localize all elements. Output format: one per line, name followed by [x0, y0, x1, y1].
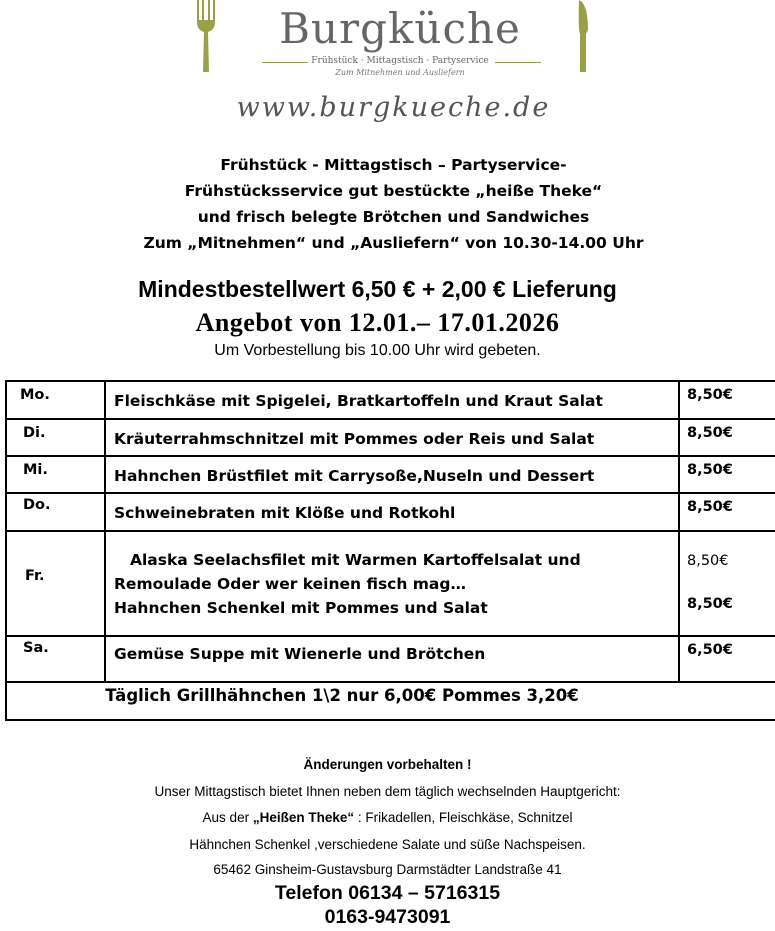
dish-text: Schweinebraten mit Klöße und Rotkohl — [114, 504, 456, 522]
table-row — [7, 532, 775, 637]
price: 6,50€ — [687, 642, 733, 658]
price: 8,50€ — [687, 499, 733, 515]
dish-cell — [104, 637, 680, 681]
dish-cell — [104, 494, 680, 530]
intro-line: Frühstück - Mittagstisch – Partyservice- — [220, 156, 567, 174]
dish-text: Kräuterrahmschnitzel mit Pommes oder Reis und Salat — [114, 430, 595, 448]
price: 8,50€ — [687, 425, 733, 441]
footer-line: Hähnchen Schenkel ,verschiedene Salate und süße Nachspeisen. — [189, 837, 586, 852]
day-label: Fr. — [25, 568, 45, 584]
minimum-order: Mindestbestellwert 6,50 € + 2,00 € Lieferung — [138, 276, 617, 302]
dish-text: Remoulade Oder wer keinen fisch mag… — [114, 575, 466, 593]
dish-cell — [104, 382, 680, 418]
fork-icon — [195, 0, 217, 72]
footer-line-rest: : Frikadellen, Fleischkäse, Schnitzel — [354, 810, 573, 825]
day-label: Mo. — [20, 387, 50, 403]
phone-number[interactable]: Telefon 06134 – 5716315 — [274, 882, 501, 904]
brand-name: Burgküche — [279, 4, 521, 53]
brand-tagline: Frühstück · Mittagstisch · Partyservice — [311, 56, 489, 66]
day-label: Di. — [23, 425, 46, 441]
knife-icon — [576, 0, 590, 72]
table-row — [7, 637, 775, 683]
price: 8,50€ — [687, 462, 733, 478]
day-label: Mi. — [23, 462, 48, 478]
brand-tagline-2: Zum Mitnehmen und Ausliefern — [335, 68, 465, 77]
table-row — [7, 494, 775, 532]
dish-text: Gemüse Suppe mit Wienerle und Brötchen — [114, 645, 486, 663]
day-label: Sa. — [23, 640, 49, 656]
website-url[interactable]: www.burgkueche.de — [236, 92, 551, 123]
changes-note: Änderungen vorbehalten ! — [303, 757, 472, 772]
intro-line: und frisch belegte Brötchen und Sandwiches — [197, 208, 590, 226]
price: 8,50€ — [687, 596, 733, 612]
footer-hot-counter: „Heißen Theke“ — [252, 810, 355, 825]
intro-line: Frühstücksservice gut bestückte „heiße Theke“ — [184, 182, 603, 200]
dish-text: Alaska Seelachsfilet mit Warmen Kartoffelsalat und — [130, 551, 581, 569]
daily-special: Täglich Grillhähnchen 1\2 nur 6,00€ Pommes 3,20€ — [105, 686, 579, 705]
table-row — [7, 382, 775, 420]
footer-line-prefix: Aus der — [202, 810, 253, 825]
offer-period: Angebot von 12.01.– 17.01.2026 — [195, 308, 560, 337]
address: 65462 Ginsheim-Gustavsburg Darmstädter Landstraße 41 — [213, 862, 562, 877]
dish-cell — [104, 532, 680, 635]
footer-line: Unser Mittagstisch bietet Ihnen neben dem täglich wechselnden Hauptgericht: — [154, 784, 621, 799]
logo — [0, 0, 775, 100]
intro-line: Zum „Mitnehmen“ und „Ausliefern“ von 10.30-14.00 Uhr — [143, 234, 644, 252]
dish-cell — [104, 420, 680, 455]
price: 8,50€ — [687, 387, 733, 403]
day-label: Do. — [23, 497, 51, 513]
dish-cell — [104, 457, 680, 492]
price: 8,50€ — [687, 553, 729, 569]
footer-line — [0, 810, 775, 825]
dish-text: Fleischkäse mit Spigelei, Bratkartoffeln und Kraut Salat — [114, 392, 603, 410]
preorder-note: Um Vorbestellung bis 10.00 Uhr wird gebeten. — [214, 342, 541, 359]
table-row — [7, 420, 775, 457]
table-row — [7, 457, 775, 494]
dish-text: Hahnchen Schenkel mit Pommes und Salat — [114, 599, 488, 617]
mobile-number[interactable]: 0163-9473091 — [324, 906, 451, 928]
menu-table — [5, 380, 775, 721]
intro-text — [0, 152, 775, 256]
dish-text: Hahnchen Brüstfilet mit Carrysoße,Nuseln und Dessert — [114, 467, 595, 485]
